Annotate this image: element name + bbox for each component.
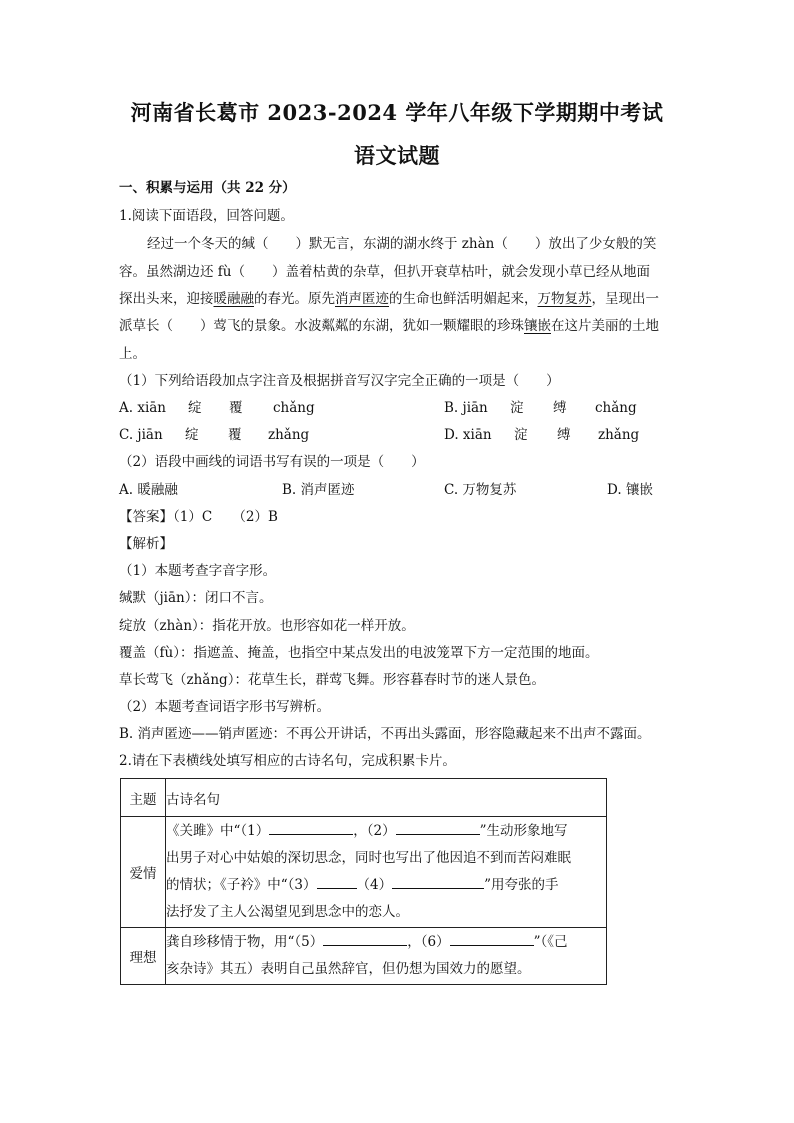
fill-blank-1[interactable] <box>269 820 353 835</box>
section-heading: 一、积累与运用（共 22 分） <box>119 180 296 196</box>
verse-line: 法抒发了主人公渴望见到思念中的恋人。 <box>166 904 409 920</box>
option-c-char1: 绽 <box>185 427 199 443</box>
analysis-line: B. 消声匿迹——销声匿迹：不再公开讲话，不再出头露面，形容隐藏起来不出声不露面。 <box>119 726 651 742</box>
option-d-char2: 缚 <box>557 427 571 443</box>
passage-text: 的生命也鲜活明媚起来， <box>389 291 538 307</box>
analysis-line: 草长莺飞（zhǎng）：花草生长，群莺飞舞。形容暮春时节的迷人景色。 <box>119 672 545 688</box>
theme-cell: 爱情 <box>121 817 166 928</box>
verse-line <box>166 818 606 845</box>
option-d-pinyin2: zhǎng <box>598 427 640 443</box>
option-a-char1: 绽 <box>188 400 202 416</box>
table-row <box>121 928 607 985</box>
question-2-prompt: 2.请在下表横线处填写相应的古诗名句，完成积累卡片。 <box>119 753 456 769</box>
header-theme: 主题 <box>121 779 166 817</box>
verse-text: ”用夸张的手 <box>484 877 559 893</box>
verse-text: 龚自珍移情于物，用“（5） <box>166 934 324 950</box>
option-d-char1: 淀 <box>514 427 528 443</box>
passage-text: 的春光。原先 <box>254 291 335 307</box>
verse-line <box>166 872 606 899</box>
option-b-char2: 缚 <box>553 400 567 416</box>
analysis-line: 覆盖（fù）：指遮盖、掩盖，也指空中某点发出的电波笼罩下方一定范围的地面。 <box>119 645 599 661</box>
verse-cell <box>166 817 607 928</box>
option-c-pinyin: C. jiān <box>119 427 163 443</box>
passage-text: 探出头来，迎接 <box>119 291 214 307</box>
passage-text: 在这片美丽的土地 <box>551 318 659 334</box>
option2-a: A. 暖融融 <box>119 482 178 498</box>
underlined-word: 镶嵌 <box>524 318 551 334</box>
sub-question-1: （1）下列给语段加点字注音及根据拼音写汉字完全正确的一项是（ ） <box>119 373 560 389</box>
theme-cell: 理想 <box>121 928 166 985</box>
option-b-pinyin: B. jiān <box>444 400 488 416</box>
table-row <box>121 817 607 928</box>
underlined-word: 暖融融 <box>213 291 254 307</box>
poetry-card-table <box>120 778 607 985</box>
question-1-prompt: 1.阅读下面语段，回答问题。 <box>119 208 294 224</box>
verse-cell <box>166 928 607 985</box>
verse-text: 的情状；《子衿》中“（3） <box>166 877 317 893</box>
exam-title: 河南省长葛市 2023-2024 学年八年级下学期期中考试 <box>130 100 664 125</box>
option-b-pinyin2: chǎng <box>595 400 637 416</box>
verse-text: ”生动形象地写 <box>479 823 568 839</box>
option-a-char2: 覆 <box>229 400 243 416</box>
analysis-line: 绽放（zhàn）：指花开放。也形容如花一样开放。 <box>119 618 415 634</box>
verse-text: 《关雎》中“（1） <box>166 823 270 839</box>
option2-c: C. 万物复苏 <box>444 482 517 498</box>
option-c-pinyin2: zhǎng <box>268 427 310 443</box>
analysis-line: 缄默（jiān）：闭口不言。 <box>119 590 273 606</box>
passage-text: ，呈现出一 <box>591 291 659 307</box>
passage-line-3 <box>119 289 659 309</box>
passage-line-4 <box>119 316 659 336</box>
fill-blank-4[interactable] <box>392 874 484 889</box>
option2-b: B. 消声匿迹 <box>282 482 355 498</box>
option-b-char1: 淀 <box>510 400 524 416</box>
verse-text: ”（《己 <box>533 934 568 950</box>
verse-text: ，（6） <box>407 934 450 950</box>
passage-line-1: 经过一个冬天的缄（ ）默无言，东湖的湖水终于 zhàn（ ）放出了少女般的笑 <box>147 236 657 252</box>
analysis-line: （2）本题考查词语字形书写辨析。 <box>119 699 331 715</box>
verse-text: ，（2） <box>353 823 396 839</box>
verse-line <box>166 929 606 956</box>
passage-text: 派草长（ ）莺飞的景象。水波粼粼的东湖，犹如一颗耀眼的珍珠 <box>119 318 524 334</box>
underlined-word: 万物复苏 <box>537 291 592 307</box>
header-verses: 古诗名句 <box>166 779 607 817</box>
table-header-row <box>121 779 607 817</box>
answer-line: 【答案】（1）C （2）B <box>119 509 278 525</box>
option-c-char2: 覆 <box>228 427 242 443</box>
verse-text: （4） <box>356 877 393 893</box>
fill-blank-6[interactable] <box>450 931 534 946</box>
analysis-line: （1）本题考查字音字形。 <box>119 563 277 579</box>
verse-line: 出男子对心中姑娘的深切思念，同时也写出了他因追不到而苦闷难眠 <box>166 850 571 866</box>
option2-d: D. 镶嵌 <box>607 482 653 498</box>
passage-line-2: 容。虽然湖边还 fù（ ）盖着枯黄的杂草，但扒开衰草枯叶，就会发现小草已经从地面 <box>119 264 650 280</box>
option-a-pinyin2: chǎng <box>273 400 315 416</box>
exam-subtitle: 语文试题 <box>354 143 440 168</box>
fill-blank-3[interactable] <box>317 874 357 889</box>
sub-question-2: （2）语段中画线的词语书写有误的一项是（ ） <box>119 454 425 470</box>
underlined-word: 消声匿迹 <box>335 291 389 307</box>
fill-blank-2[interactable] <box>396 820 480 835</box>
option-d-pinyin: D. xiān <box>444 427 492 443</box>
verse-line: 亥杂诗》其五）表明自己虽然辞官，但仍想为国效力的愿望。 <box>166 961 531 977</box>
passage-line-5: 上。 <box>119 346 146 362</box>
fill-blank-5[interactable] <box>323 931 407 946</box>
option-a-pinyin: A. xiān <box>119 400 167 416</box>
analysis-heading: 【解析】 <box>119 536 173 552</box>
